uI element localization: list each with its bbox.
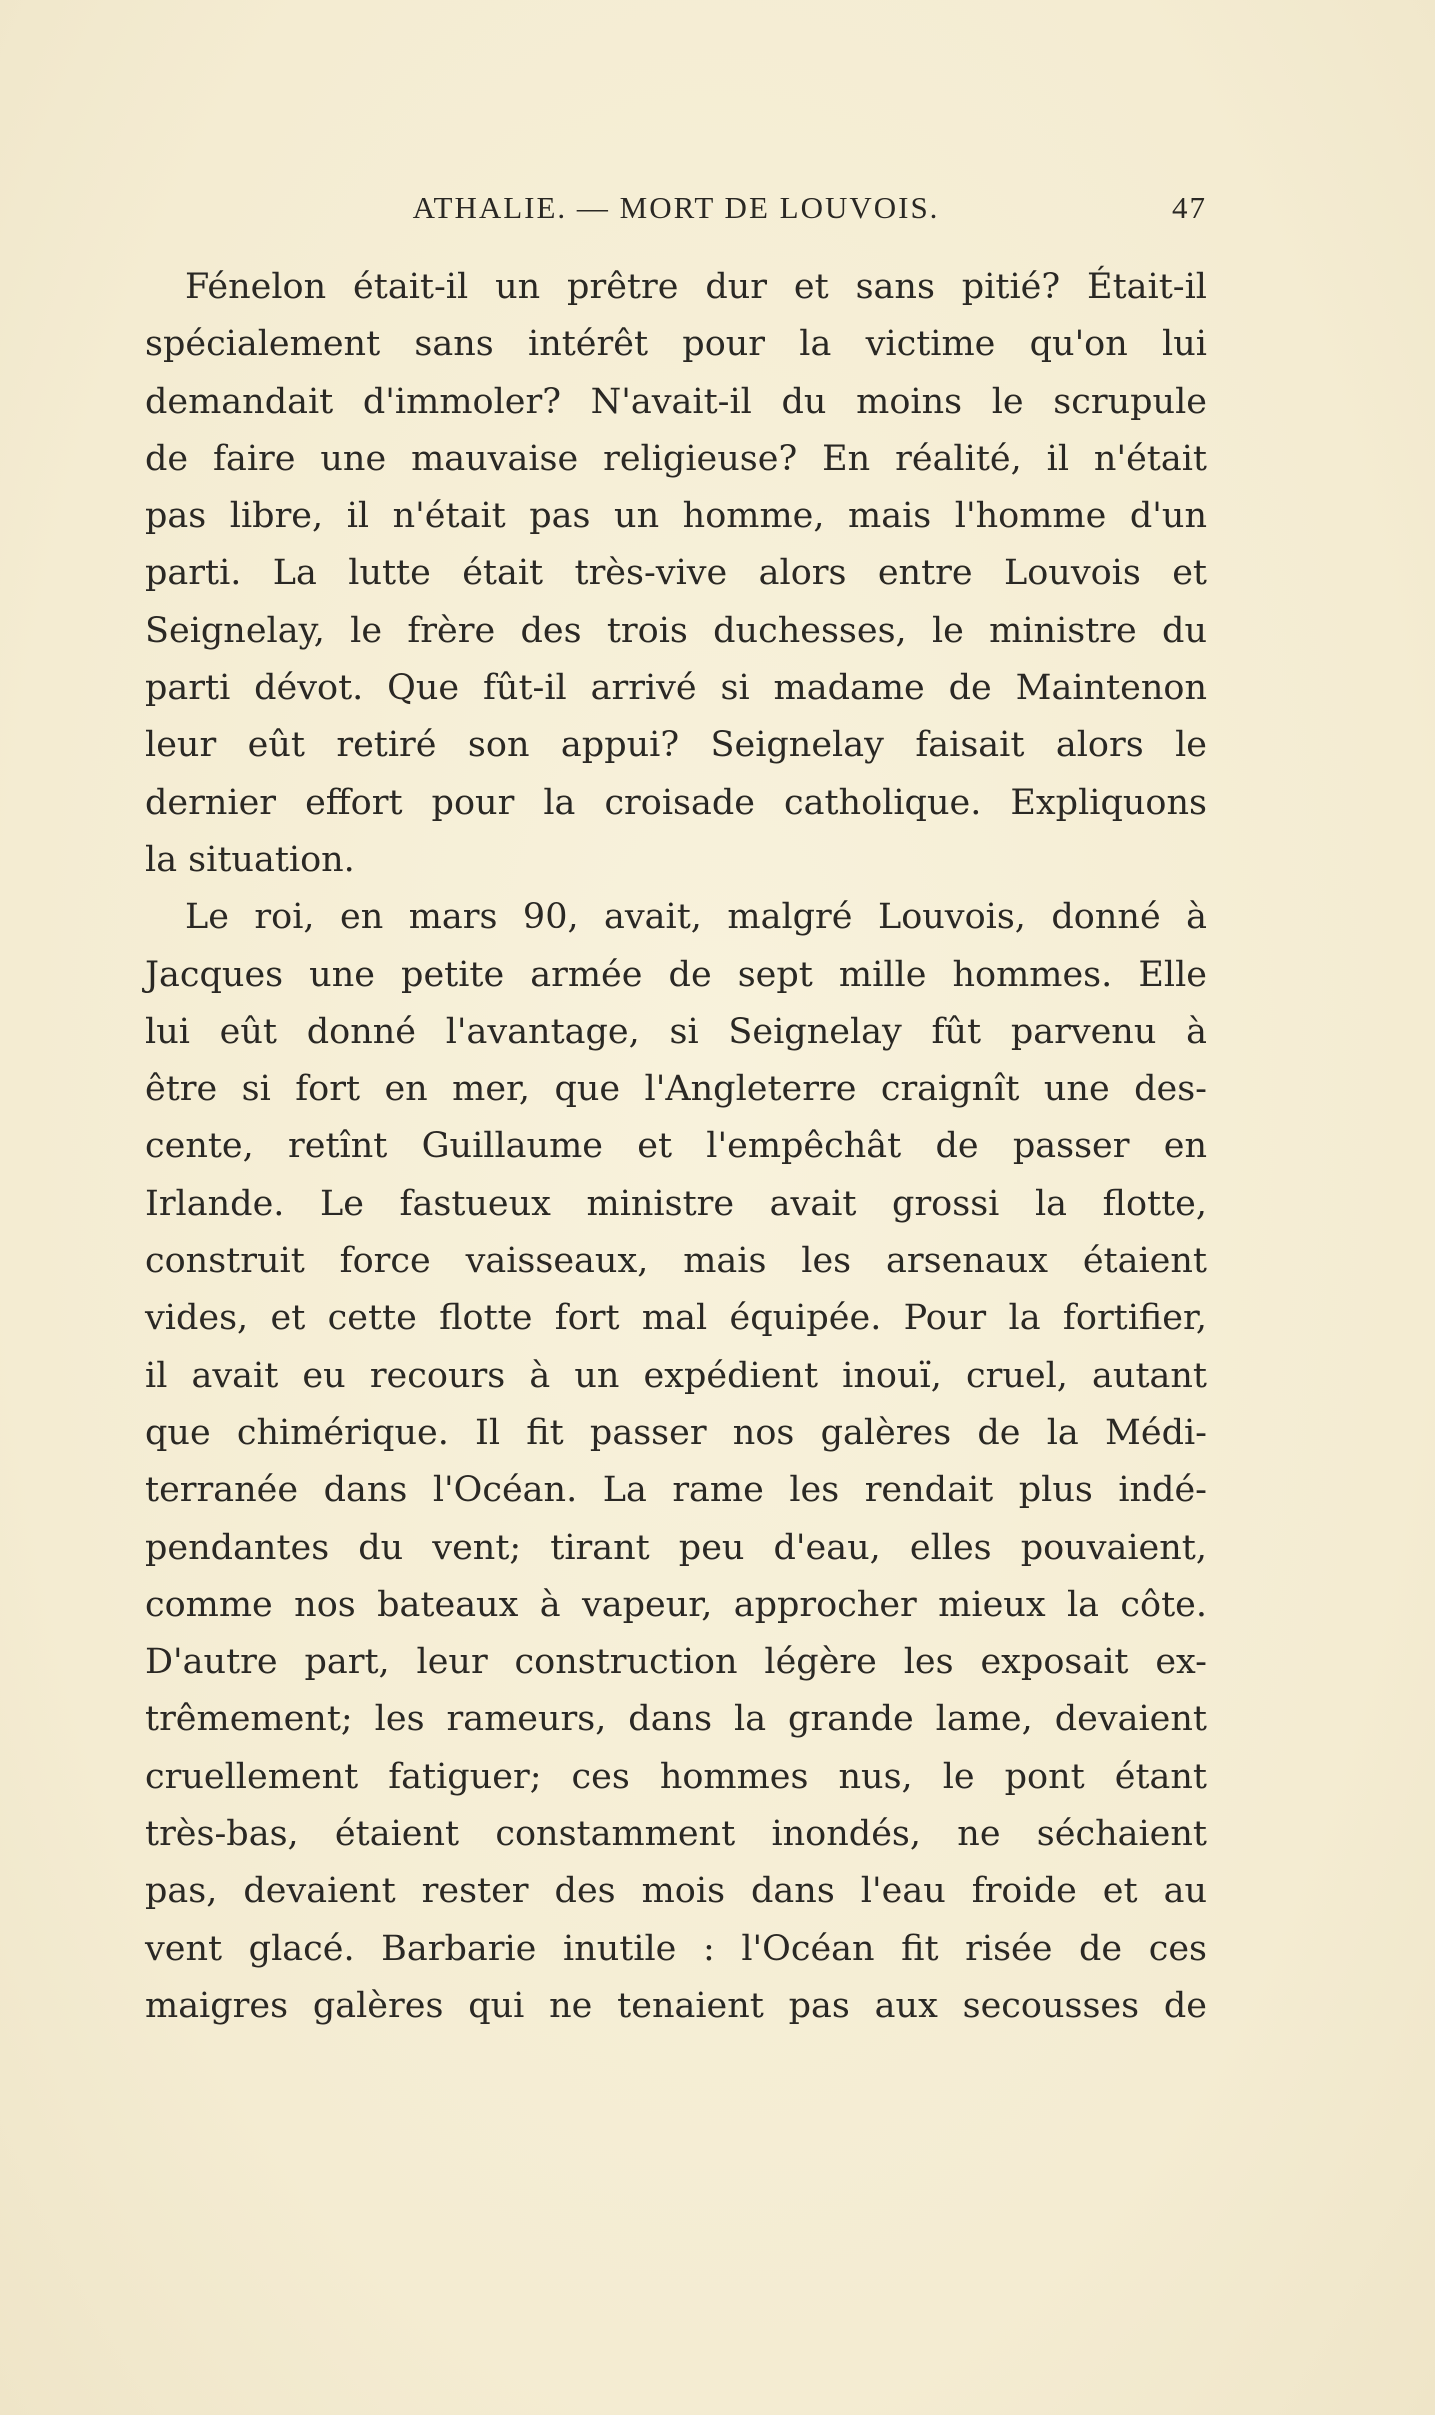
text-line: que chimérique. Il fit passer nos galères de la Médi- — [145, 1412, 1207, 1453]
text-line: lui eût donné l'avantage, si Seignelay fût parvenu à — [145, 1011, 1207, 1052]
text-line: pas, devaient rester des mois dans l'eau froide et au — [145, 1871, 1207, 1912]
text-line: pendantes du vent; tirant peu d'eau, elles pouvaient, — [145, 1527, 1207, 1568]
text-line: parti. La lutte était très-vive alors entre Louvois et — [145, 553, 1207, 594]
text-line: pas libre, il n'était pas un homme, mais l'homme d'un — [145, 496, 1207, 537]
text-line: vides, et cette flotte fort mal équipée. Pour la fortifier, — [145, 1298, 1207, 1339]
text-line: de faire une mauvaise religieuse? En réalité, il n'était — [145, 438, 1207, 479]
text-line: la situation. — [145, 839, 355, 880]
text-line: très-bas, étaient constamment inondés, ne séchaient — [145, 1814, 1207, 1855]
text-line: comme nos bateaux à vapeur, approcher mieux la côte. — [145, 1584, 1207, 1625]
page-number: 47 — [1172, 190, 1207, 225]
running-title: ATHALIE. — MORT DE LOUVOIS. — [412, 190, 940, 225]
text-line: D'autre part, leur construction légère les exposait ex- — [145, 1642, 1207, 1683]
text-line: dernier effort pour la croisade catholique. Expliquons — [145, 782, 1207, 823]
text-line: maigres galères qui ne tenaient pas aux secousses de — [145, 1985, 1207, 2026]
text-line: construit force vaisseaux, mais les arsenaux étaient — [145, 1241, 1207, 1282]
text-line: cruellement fatiguer; ces hommes nus, le pont étant — [145, 1756, 1207, 1797]
text-line: Irlande. Le fastueux ministre avait grossi la flotte, — [145, 1183, 1207, 1224]
text-line: Fénelon était-il un prêtre dur et sans pitié? Était-il — [185, 267, 1207, 307]
text-line: demandait d'immoler? N'avait-il du moins le scrupule — [145, 381, 1207, 422]
text-line: Seignelay, le frère des trois duchesses, le ministre du — [145, 610, 1207, 651]
text-line: leur eût retiré son appui? Seignelay faisait alors le — [145, 725, 1207, 766]
text-line: vent glacé. Barbarie inutile : l'Océan fit risée de ces — [145, 1928, 1207, 1969]
text-line: Jacques une petite armée de sept mille hommes. Elle — [145, 954, 1207, 995]
text-line: spécialement sans intérêt pour la victime qu'on lui — [145, 324, 1207, 365]
text-line: Le roi, en mars 90, avait, malgré Louvois, donné à — [185, 897, 1207, 938]
text-line: parti dévot. Que fût-il arrivé si madame de Maintenon — [145, 668, 1207, 709]
text-line: cente, retînt Guillaume et l'empêchât de passer en — [145, 1126, 1207, 1167]
text-line: trêmement; les rameurs, dans la grande lame, devaient — [145, 1699, 1207, 1740]
body-text — [145, 259, 1207, 2035]
page-header — [145, 190, 1207, 230]
text-line: il avait eu recours à un expédient inouï, cruel, autant — [145, 1355, 1207, 1396]
text-line: être si fort en mer, que l'Angleterre craignît une des- — [145, 1069, 1207, 1110]
text-line: terranée dans l'Océan. La rame les rendait plus indé- — [145, 1470, 1207, 1511]
